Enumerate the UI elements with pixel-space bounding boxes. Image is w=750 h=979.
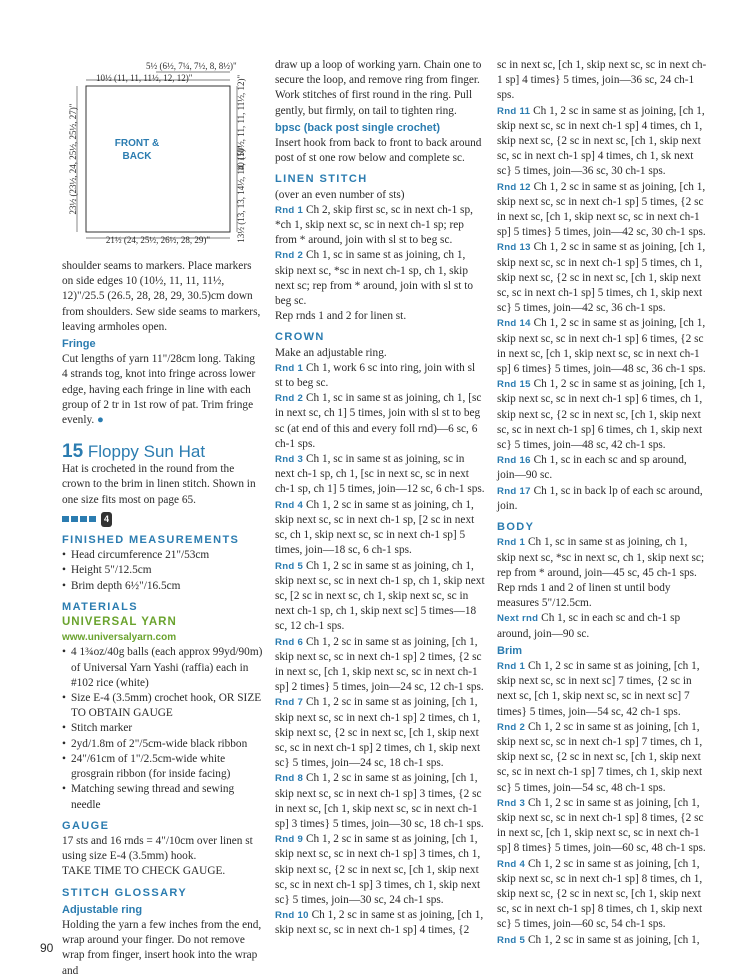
- row-text: Ch 1, 2 sc in same st as joining, [ch 1, skip next sc, sc in next ch-1 sp] 3 times, {2 sc in next sc, [ch 1, skip next sc, sc in next ch-1 sp] 3 times} 5 times, join—30 sc, 18 ch-1 sps.: [275, 772, 484, 830]
- row-text: Ch 1, 2 sc in same st as joining, [ch 1, skip next sc, sc in next ch-1 sp] 2 times, ch 1, skip next sc, {2 sc in next sc, [ch 1, skip next sc, sc in next ch-1 sp] 2 times, ch 1, skip next sc} 5 times, join—24 sc, 18 ch-1 sps.: [275, 696, 481, 770]
- pattern-name: Floppy Sun Hat: [87, 442, 206, 462]
- finished-measurements-heading: FINISHED MEASUREMENTS: [62, 534, 240, 547]
- right-top-dimension: 10 (10½, 11, 11, 11½, 12)": [236, 74, 246, 172]
- crown-row: [497, 104, 707, 180]
- linen-row: [275, 248, 485, 309]
- brim-row: [497, 659, 707, 720]
- crown-row: [275, 559, 485, 635]
- yarn-weight-badge: 4: [101, 512, 112, 527]
- row-label: Rnd 2: [275, 250, 304, 262]
- material-item: • 2yd/1.8m of 2"/5cm-wide black ribbon: [62, 737, 263, 752]
- row-text: Ch 1, 2 sc in same st as joining, ch 1, skip next sc, sc in next ch-1 sp, [2 sc in next sc, ch 1, skip next sc, sc in next ch-1 sp] 5 times, join—18 sc, 6 ch-1 sps.: [275, 498, 475, 557]
- skill-bar-icon: [80, 516, 87, 522]
- linen-repeat: Rep rnds 1 and 2 for linen st.: [275, 310, 407, 323]
- row-label: Rnd 2: [497, 721, 526, 733]
- column-3: [497, 58, 707, 948]
- fringe-heading: Fringe: [62, 338, 96, 351]
- bpsc-heading: bpsc (back post single crochet): [275, 121, 441, 134]
- top-dimension: 5½ (6½, 7¼, 7½, 8, 8½)": [146, 61, 237, 71]
- adjustable-ring-continued: draw up a loop of working yarn. Chain one to secure the loop, and remove ring from finger. Work stitches of first round in the ring. Pull gently, but firmly, on tail to tighten ring.: [275, 59, 482, 117]
- skill-bar-icon: [62, 516, 69, 522]
- row-label: Rnd 5: [275, 560, 304, 572]
- crown-row: [497, 180, 707, 241]
- material-item: • 4 1¾oz/40g balls (each approx 99yd/90m) of Universal Yarn Yashi (raffia) each in #102 rice (white): [62, 645, 263, 691]
- crown-row: [275, 498, 485, 559]
- material-item: • Matching sewing thread and sewing needle: [62, 782, 263, 812]
- row-label: Rnd 7: [275, 697, 304, 709]
- row-label: Rnd 10: [275, 910, 309, 922]
- row-text: Ch 1, 2 sc in same st as joining, [ch 1, skip next sc, sc in next sc] 7 times, {2 sc in next sc, [ch 1, skip next sc, sc in next sc] 7 times} 5 times, join—54 sc, 42 ch-1 sps.: [497, 659, 700, 718]
- bottom-dimension: 21½ (24, 25½, 26½, 28, 29)": [105, 235, 211, 245]
- material-item: • Size E-4 (3.5mm) crochet hook, OR SIZE TO OBTAIN GAUGE: [62, 691, 263, 721]
- body-heading: BODY: [497, 521, 535, 534]
- crown-row: [275, 771, 485, 832]
- brim-heading: Brim: [497, 644, 523, 657]
- row-text: Ch 1, 2 sc in same st as joining, [ch 1, skip next sc, sc in next ch-1 sp] 5 times, ch 1, skip next sc, {2 sc in next sc, [ch 1, skip next sc, sc in next ch-1 sp] 5 times, ch 1, skip next sc} 5 times, join—42 sc, 36 ch-1 sps.: [497, 241, 706, 315]
- row-text: Ch 1, sc in each sc and sp around, join—90 sc.: [497, 454, 687, 482]
- row-text: Ch 1, 2 sc in same st as joining, [ch 1,: [527, 933, 700, 946]
- row-label: Rnd 1: [275, 204, 304, 216]
- row-text: Ch 1, 2 sc in same st as joining, [ch 1, skip next sc, sc in next ch-1 sp] 4 times, {2: [275, 909, 484, 937]
- row-label: Rnd 8: [275, 773, 304, 785]
- row-text: Ch 2, skip first sc, sc in next ch-1 sp, *ch 1, skip next sc, sc in next ch-1 sp; rep from * around, join with sl st to beg sc.: [275, 203, 473, 247]
- row-label: Rnd 6: [275, 636, 304, 648]
- crown-row: [275, 832, 485, 908]
- yarn-url: www.universalyarn.com: [62, 632, 177, 644]
- brim-row: [497, 796, 707, 857]
- row-label: Rnd 12: [497, 181, 531, 193]
- row-text: Ch 1, work 6 sc into ring, join with sl st to beg sc.: [275, 361, 476, 390]
- row-label: Rnd 1: [497, 537, 526, 549]
- gauge-text: 17 sts and 16 rnds = 4"/10cm over linen st using size E-4 (3.5mm) hook.: [62, 834, 253, 863]
- material-item: • Stitch marker: [62, 721, 263, 736]
- adjustable-ring-heading: Adjustable ring: [62, 903, 143, 916]
- pattern-title: [62, 442, 263, 462]
- row-text: Ch 1, 2 sc in same st as joining, [ch 1, skip next sc, sc in next ch-1 sp] 3 times, ch 1, skip next sc, {2 sc in next sc, [ch 1, skip next sc, sc in next ch-1 sp] 3 times, ch 1, skip next sc} 5 times, join—30 sc, 24 ch-1 sps.: [275, 833, 481, 906]
- material-item: • 24"/61cm of 1"/2.5cm-wide white grosgrain ribbon (for inside facing): [62, 752, 263, 782]
- row-text: Ch 1, 2 sc in same st as joining, ch 1, skip next sc, sc in next ch-1 sp, ch 1, skip next sc, [2 sc in next sc, ch 1, skip next sc, sc in next ch-1 sp, ch 1, skip next sc] 5 times—18 sc, 12 ch-1 sps.: [275, 559, 485, 633]
- crown-row: [275, 391, 485, 452]
- row-text: Ch 1, 2 sc in same st as joining, [ch 1, skip next sc, sc in next ch-1 sp] 8 times, {2 sc in next sc, [ch 1, skip next sc, sc in next ch-1 sp] 8 times} 5 times, join—60 sc, 48 ch-1 sps.: [497, 796, 706, 855]
- column-1: [62, 259, 263, 979]
- crown-row: [497, 484, 707, 514]
- row-label: Rnd 17: [497, 485, 531, 497]
- row-label: Next rnd: [497, 613, 539, 625]
- crown-row: [275, 908, 485, 938]
- page-number: 90: [40, 941, 54, 955]
- row-label: Rnd 15: [497, 379, 531, 391]
- row-label: Rnd 9: [275, 834, 304, 846]
- row-label: Rnd 13: [497, 242, 531, 254]
- body-row: [497, 535, 707, 581]
- row-text: Ch 1, 2 sc in same st as joining, [ch 1, skip next sc, sc in next ch-1 sp] 5 times, {2 sc in next sc, [ch 1, skip next sc, sc in next ch-1 sp] 5 times} 5 times, join—42 sc, 30 ch-1 sps.: [497, 180, 706, 239]
- brim-row: [497, 933, 707, 948]
- row-label: Rnd 11: [497, 105, 531, 117]
- row-text: Ch 1, 2 sc in same st as joining, [ch 1, skip next sc, sc in next ch-1 sp] 4 times, ch 1, skip next sc, {2 sc in next sc, [ch 1, skip next sc, sc in next ch-1 sp] 4 times, ch 1, sk next sc} 5 times, join—36 sc, 30 ch-1 sps.: [497, 104, 705, 178]
- left-dimension: 23½ (23½, 24, 25½, 25½, 27)": [68, 103, 78, 215]
- pattern-number: 15: [62, 441, 84, 463]
- crown-row: [497, 240, 707, 316]
- crown-heading: CROWN: [275, 331, 325, 344]
- crown-row: [275, 452, 485, 498]
- linen-row: [275, 203, 485, 249]
- gauge-check: TAKE TIME TO CHECK GAUGE.: [62, 865, 226, 878]
- rnd10-continued: sc in next sc, [ch 1, skip next sc, sc in next ch-1 sp] 4 times} 5 times, join—36 sc, 24 ch-1 sps.: [497, 59, 707, 102]
- next-row: [497, 611, 707, 641]
- gauge-heading: GAUGE: [62, 819, 110, 832]
- row-label: Rnd 3: [275, 454, 304, 466]
- row-text: Ch 1, sc in each sc and ch-1 sp around, join—90 sc.: [497, 612, 681, 640]
- skill-bar-icon: [89, 516, 96, 522]
- row-text: Ch 1, 2 sc in same st as joining, [ch 1, skip next sc, sc in next ch-1 sp] 6 times, ch 1, skip next sc, {2 sc in next sc, [ch 1, skip next sc, sc in next ch-1 sp] 6 times, ch 1, skip next sc} 5 times, join—48 sc, 42 ch-1 sps.: [497, 378, 706, 452]
- row-label: Rnd 1: [497, 660, 526, 672]
- skill-bar-icon: [71, 516, 78, 522]
- row-label: Rnd 1: [275, 362, 304, 374]
- row-label: Rnd 2: [275, 393, 304, 405]
- row-text: Ch 1, 2 sc in same st as joining, [ch 1, skip next sc, sc in next ch-1 sp] 8 times, ch 1, skip next sc, {2 sc in next sc, [ch 1, skip next sc, sc in next ch-1 sp] 8 times, ch 1, skip next sc} 5 times, join—60 sc, 54 ch-1 sps.: [497, 857, 703, 931]
- row-text: Ch 1, 2 sc in same st as joining, [ch 1, skip next sc, sc in next ch-1 sp] 7 times, ch 1, skip next sc, {2 sc in next sc, [ch 1, skip next sc, sc in next ch-1 sp] 7 times, ch 1, skip next sc} 5 times, join—54 sc, 48 ch-1 sps.: [497, 720, 703, 794]
- row-label: Rnd 3: [497, 797, 526, 809]
- row-text: Ch 1, 2 sc in same st as joining, [ch 1, skip next sc, sc in next ch-1 sp] 2 times, {2 sc in next sc, [ch 1, skip next sc, sc in next ch-1 sp] 2 times} 5 times, join—24 sc, 12 ch-1 sps.: [275, 635, 484, 694]
- row-label: Rnd 4: [275, 499, 304, 511]
- crown-row: [275, 361, 485, 391]
- row-label: Rnd 4: [497, 858, 526, 870]
- end-dot-icon: ●: [97, 414, 104, 427]
- brim-row: [497, 857, 707, 933]
- stitch-glossary-heading: STITCH GLOSSARY: [62, 886, 188, 899]
- linen-stitch-heading: LINEN STITCH: [275, 173, 368, 186]
- row-text: Ch 1, sc in same st as joining, ch 1, [sc in next sc, ch 1] 5 times, join with sl st to beg sc (at end of this and every foll rnd)—6 sc, 6 ch-1 sps.: [275, 392, 482, 450]
- measurement-item: • Brim depth 6½"/16.5cm: [62, 579, 263, 594]
- yarn-company: UNIVERSAL YARN: [62, 616, 177, 629]
- crown-row: [275, 695, 485, 771]
- measurement-item: • Height 5"/12.5cm: [62, 563, 263, 578]
- skill-level: [62, 512, 263, 527]
- row-label: Rnd 14: [497, 318, 531, 330]
- body-repeat: Rep rnds 1 and 2 of linen st until body measures 5"/12.5cm.: [497, 581, 671, 610]
- pattern-intro: Hat is crocheted in the round from the crown to the brim in linen stitch. Shown in one size fits most on page 65.: [62, 463, 256, 506]
- brim-row: [497, 720, 707, 796]
- row-text: Ch 1, sc in same st as joining, sc in next ch-1 sp, ch 1, [sc in next sc, sc in next ch-1 sp, ch 1] 5 times, join—12 sc, 6 ch-1 sps.: [275, 453, 485, 496]
- column-2: [275, 58, 485, 939]
- right-bottom-dimension: 13½ (13, 13, 14½, 14, 15)": [236, 145, 246, 243]
- front-back-label: FRONT & BACK: [114, 138, 160, 162]
- crown-row: [497, 453, 707, 483]
- materials-heading: MATERIALS: [62, 600, 138, 613]
- measurement-item: • Head circumference 21"/53cm: [62, 548, 263, 563]
- row-text: Ch 1, sc in same st as joining, ch 1, skip next sc, *sc in next ch-1 sp, ch 1, skip next sc; rep from * around, join with sl st to beg sc.: [275, 249, 473, 308]
- linen-note: (over an even number of sts): [275, 188, 405, 201]
- bpsc-text: Insert hook from back to front to back around post of st one row below and complete sc.: [275, 137, 482, 165]
- row-text: Ch 1, sc in back lp of each sc around, join.: [497, 484, 703, 512]
- row-text: Ch 1, sc in same st as joining, ch 1, skip next sc, *sc in next sc, ch 1, skip next sc; rep from * around, join—45 sc, 45 ch-1 sps.: [497, 536, 705, 579]
- row-label: Rnd 5: [497, 934, 526, 946]
- crown-row: [497, 377, 707, 453]
- adjustable-ring-text: Holding the yarn a few inches from the end, wrap around your finger. Do not remove wrap from finger, insert hook into the wrap and: [62, 918, 262, 977]
- row-text: Ch 1, 2 sc in same st as joining, [ch 1, skip next sc, sc in next ch-1 sp] 6 times, {2 sc in next sc, [ch 1, skip next sc, sc in next ch-1 sp] 6 times} 5 times, join—48 sc, 36 ch-1 sps.: [497, 317, 706, 376]
- crown-intro: Make an adjustable ring.: [275, 346, 387, 359]
- top2-dimension: 10½ (11, 11, 11½, 12, 12)": [96, 73, 193, 83]
- finishing-paragraph: shoulder seams to markers. Place markers on side edges 10 (10½, 11, 11, 11½, 12)"/25.5 (26.5, 28, 28, 29, 30.5)cm down from shoulders. Sew side seams to markers, leaving armholes open.: [62, 260, 261, 333]
- row-label: Rnd 16: [497, 455, 531, 467]
- fringe-text: Cut lengths of yarn 11"/28cm long. Taking 4 strands tog, knot into fringe across lower edge, having each fringe in line with each group of 2 tr in 1st row of pat. Trim fringe evenly. ●: [62, 353, 256, 427]
- crown-row: [497, 316, 707, 377]
- crown-row: [275, 635, 485, 696]
